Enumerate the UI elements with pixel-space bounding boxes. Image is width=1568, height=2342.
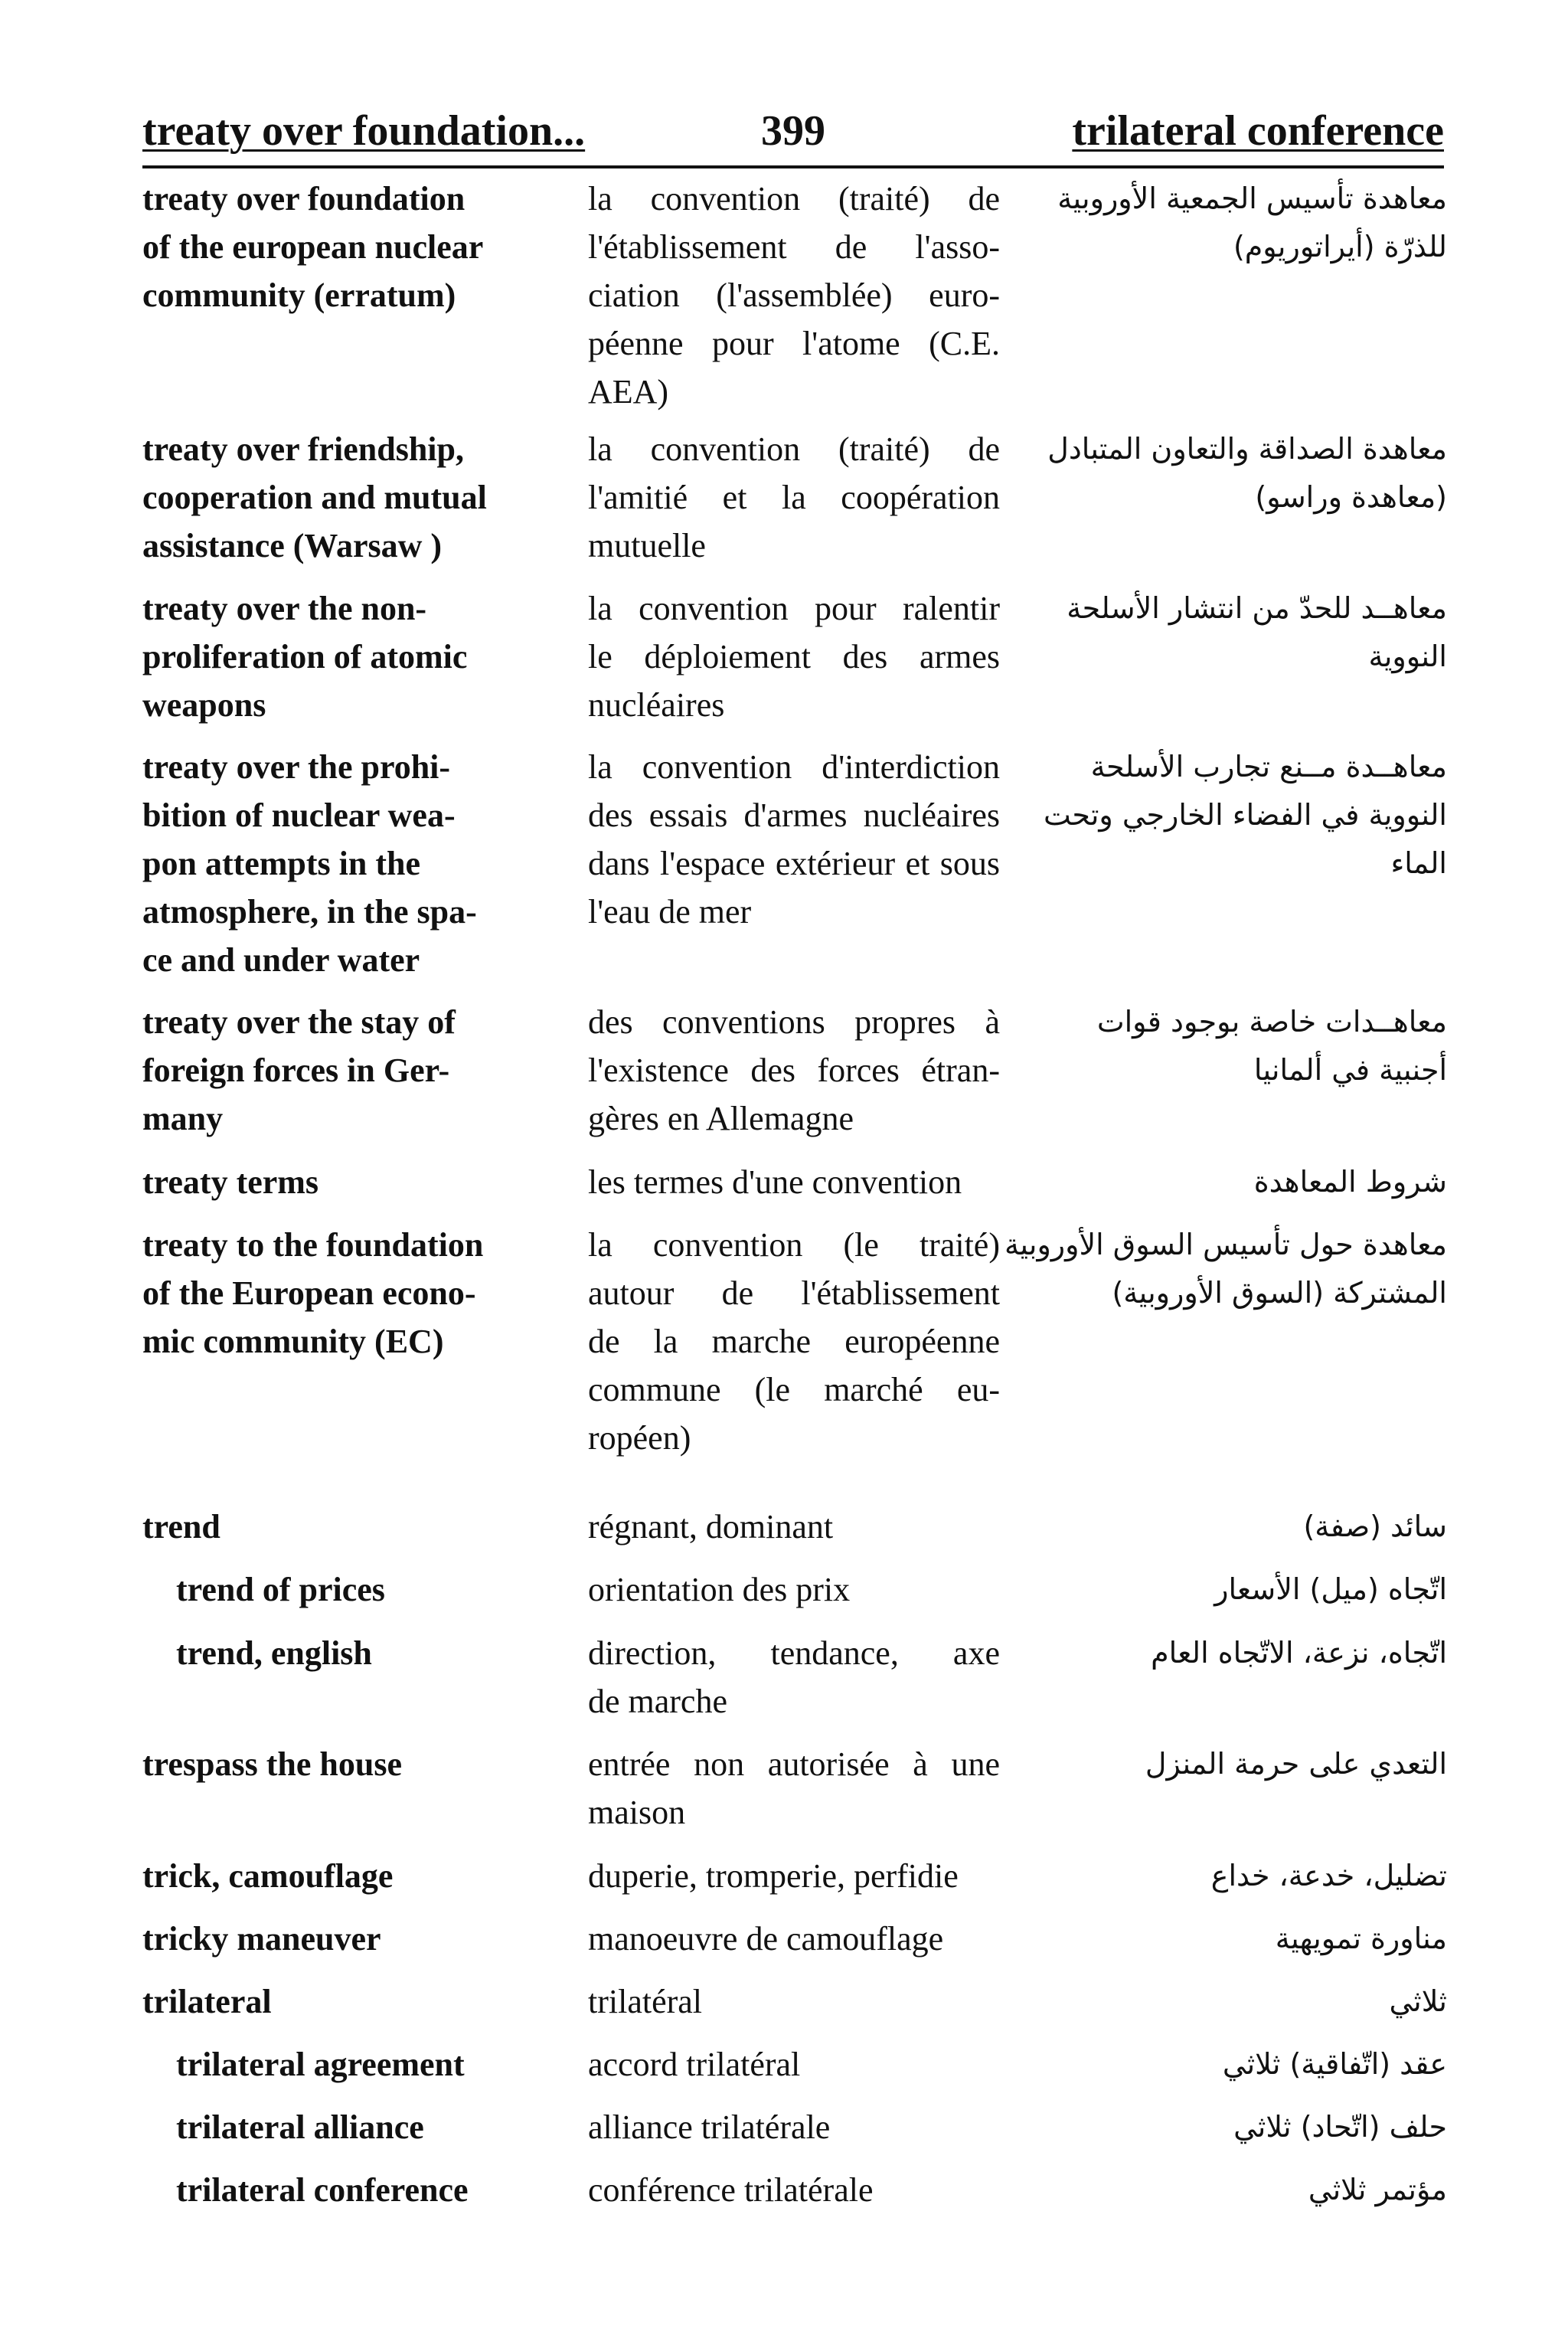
french-translation-line: conférence trilatérale xyxy=(588,2171,874,2209)
french-translation-line: l'établissement de l'asso- xyxy=(588,228,1000,266)
arabic-translation xyxy=(1004,1221,1447,1317)
french-translation-line: le déploiement des armes xyxy=(588,638,1000,675)
english-term xyxy=(176,1629,574,1677)
english-term-line: trilateral agreement xyxy=(176,2046,465,2083)
french-translation xyxy=(588,998,1000,1143)
english-term-line: of the European econo- xyxy=(142,1274,476,1312)
arabic-translation-line: تضليل، خدعة، خداع xyxy=(1210,1859,1447,1892)
english-term-line: proliferation of atomic xyxy=(142,638,468,675)
arabic-translation xyxy=(1018,175,1447,271)
english-term-line: atmosphere, in the spa- xyxy=(142,893,477,931)
english-term-line: ce and under water xyxy=(142,941,420,979)
french-translation xyxy=(588,1221,1000,1462)
english-term-line: treaty terms xyxy=(142,1163,319,1201)
arabic-translation-line: ثلاثي xyxy=(1389,1984,1447,2018)
arabic-translation xyxy=(1018,1977,1447,2026)
french-translation-line: direction, tendance, axe xyxy=(588,1634,1000,1672)
english-term xyxy=(142,425,564,570)
french-translation xyxy=(588,1915,1000,1963)
french-translation-line: alliance trilatérale xyxy=(588,2108,831,2146)
arabic-translation xyxy=(1018,2103,1447,2151)
arabic-translation xyxy=(1018,584,1447,681)
english-term xyxy=(176,2166,574,2214)
french-translation-line: la convention (traité) de xyxy=(588,180,1000,218)
arabic-translation-line: اتّجاه (ميل) الأسعار xyxy=(1214,1572,1447,1606)
english-term xyxy=(142,1915,564,1963)
french-translation-line: maison xyxy=(588,1794,686,1831)
arabic-translation xyxy=(1018,743,1447,888)
french-translation xyxy=(588,1629,1000,1725)
french-translation-line: commune (le marché eu- xyxy=(588,1371,1000,1408)
arabic-translation-line: معاهــدات خاصة بوجود قوات xyxy=(1096,1005,1447,1039)
english-term xyxy=(176,1565,574,1614)
french-translation xyxy=(588,2103,1000,2151)
english-term-line: trend of prices xyxy=(176,1571,385,1608)
english-term xyxy=(142,1221,564,1366)
french-translation-line: les termes d'une convention xyxy=(588,1163,962,1201)
english-term-line: trilateral xyxy=(142,1983,272,2020)
french-translation-line: de marche xyxy=(588,1683,727,1720)
english-term-line: bition of nuclear wea- xyxy=(142,796,456,834)
arabic-translation xyxy=(1018,2166,1447,2214)
english-term-line: trend, english xyxy=(176,1634,372,1672)
french-translation-line: la convention d'interdiction xyxy=(588,748,1000,786)
english-term-line: treaty over friendship, xyxy=(142,430,464,468)
arabic-translation-line: مناورة تمويهية xyxy=(1275,1922,1447,1955)
arabic-translation-line: حلف (اتّحاد) ثلاثي xyxy=(1233,2110,1447,2144)
french-translation-line: gères en Allemagne xyxy=(588,1100,854,1137)
arabic-translation-line: معاهــد للحدّ من انتشار الأسلحة xyxy=(1067,591,1447,625)
arabic-translation-line: معاهدة حول تأسيس السوق الأوروبية xyxy=(1004,1228,1447,1261)
english-term-line: of the european nuclear xyxy=(142,228,484,266)
french-translation xyxy=(588,1158,1000,1206)
english-term-line: treaty over the non- xyxy=(142,590,427,627)
arabic-translation xyxy=(1018,1503,1447,1551)
english-term xyxy=(142,1740,564,1788)
french-translation-line: des essais d'armes nucléaires xyxy=(588,796,1000,834)
english-term-line: treaty over the stay of xyxy=(142,1003,456,1041)
english-term-line: trespass the house xyxy=(142,1745,403,1783)
arabic-translation-line: معاهــدة مــنع تجارب الأسلحة xyxy=(1090,750,1447,783)
french-translation-line: mutuelle xyxy=(588,527,706,564)
english-term-line: trilateral conference xyxy=(176,2171,469,2209)
arabic-translation-line: معاهدة الصداقة والتعاون المتبادل xyxy=(1047,432,1447,466)
french-translation xyxy=(588,743,1000,936)
arabic-translation-line: (معاهدة وراسو) xyxy=(1255,480,1447,514)
english-term-line: tricky maneuver xyxy=(142,1920,381,1958)
english-term-line: treaty over the prohi- xyxy=(142,748,451,786)
french-translation xyxy=(588,1565,1000,1614)
page-number: 399 xyxy=(761,107,825,155)
arabic-translation-line: اتّجاه، نزعة، الاتّجاه العام xyxy=(1151,1636,1447,1670)
french-translation xyxy=(588,425,1000,570)
arabic-translation xyxy=(1018,1158,1447,1206)
french-translation-line: orientation des prix xyxy=(588,1571,851,1608)
french-translation xyxy=(588,175,1000,416)
english-term xyxy=(142,1503,564,1551)
english-term-line: community (erratum) xyxy=(142,276,456,314)
english-term-line: trend xyxy=(142,1508,220,1546)
arabic-translation-line: مؤتمر ثلاثي xyxy=(1308,2173,1447,2206)
arabic-translation-line: النووية xyxy=(1368,639,1447,673)
french-translation-line: péenne pour l'atome (C.E. xyxy=(588,325,1000,362)
arabic-translation-line: عقد (اتّفاقية) ثلاثي xyxy=(1222,2047,1447,2081)
french-translation-line: manoeuvre de camouflage xyxy=(588,1920,944,1958)
arabic-translation xyxy=(1018,1740,1447,1788)
french-translation-line: nucléaires xyxy=(588,686,725,724)
french-translation-line: trilatéral xyxy=(588,1983,703,2020)
arabic-translation xyxy=(1018,1565,1447,1614)
arabic-translation-line: سائد (صفة) xyxy=(1303,1510,1447,1543)
french-translation-line: duperie, tromperie, perfidie xyxy=(588,1857,959,1895)
french-translation-line: ropéen) xyxy=(588,1419,691,1457)
french-translation-line: accord trilatéral xyxy=(588,2046,801,2083)
english-term-line: treaty over foundation xyxy=(142,180,466,218)
arabic-translation xyxy=(1018,425,1447,522)
arabic-translation-line: النووية في الفضاء الخارجي وتحت xyxy=(1044,798,1447,832)
french-translation-line: la convention (traité) de xyxy=(588,430,1000,468)
french-translation-line: l'existence des forces étran- xyxy=(588,1052,1000,1089)
header-last-term: trilateral conference xyxy=(1072,107,1444,155)
english-term-line: treaty to the foundation xyxy=(142,1226,484,1264)
french-translation xyxy=(588,1503,1000,1551)
french-translation-line: entrée non autorisée à une xyxy=(588,1745,1000,1783)
english-term-line: assistance (Warsaw ) xyxy=(142,527,443,564)
english-term-line: foreign forces in Ger- xyxy=(142,1052,450,1089)
english-term-line: trick, camouflage xyxy=(142,1857,394,1895)
arabic-translation-line: المشتركة (السوق الأوروبية) xyxy=(1112,1276,1447,1310)
french-translation xyxy=(588,1852,1000,1900)
page-header xyxy=(142,104,1444,168)
english-term xyxy=(142,1852,564,1900)
english-term xyxy=(176,2103,574,2151)
french-translation-line: de la marche européenne xyxy=(588,1323,1000,1360)
french-translation xyxy=(588,1977,1000,2026)
english-term-line: cooperation and mutual xyxy=(142,479,487,516)
french-translation-line: des conventions propres à xyxy=(588,1003,1000,1041)
french-translation xyxy=(588,2166,1000,2214)
french-translation xyxy=(588,584,1000,729)
arabic-translation-line: الماء xyxy=(1390,846,1447,880)
french-translation xyxy=(588,2040,1000,2089)
arabic-translation xyxy=(1018,1629,1447,1677)
arabic-translation-line: معاهدة تأسيس الجمعية الأوروبية xyxy=(1057,182,1447,215)
french-translation xyxy=(588,1740,1000,1837)
english-term-line: weapons xyxy=(142,686,266,724)
french-translation-line: AEA) xyxy=(588,373,669,411)
english-term xyxy=(142,584,564,729)
french-translation-line: la convention pour ralentir xyxy=(588,590,1000,627)
english-term xyxy=(142,998,564,1143)
french-translation-line: l'eau de mer xyxy=(588,893,752,931)
french-translation-line: dans l'espace extérieur et sous xyxy=(588,845,1000,882)
english-term xyxy=(142,1977,564,2026)
english-term xyxy=(176,2040,574,2089)
french-translation-line: la convention (le traité) xyxy=(588,1226,1000,1264)
english-term xyxy=(142,175,564,319)
arabic-translation xyxy=(1018,998,1447,1094)
arabic-translation-line: شروط المعاهدة xyxy=(1253,1165,1447,1199)
arabic-translation-line: أجنبية في ألمانيا xyxy=(1253,1053,1447,1087)
english-term-line: trilateral alliance xyxy=(176,2108,424,2146)
arabic-translation xyxy=(1018,1852,1447,1900)
english-term xyxy=(142,743,564,984)
header-first-term: treaty over foundation... xyxy=(142,107,586,155)
english-term xyxy=(142,1158,564,1206)
english-term-line: mic community (EC) xyxy=(142,1323,444,1360)
french-translation-line: l'amitié et la coopération xyxy=(588,479,1000,516)
arabic-translation xyxy=(1018,1915,1447,1963)
english-term-line: many xyxy=(142,1100,224,1137)
french-translation-line: autour de l'établissement xyxy=(588,1274,1000,1312)
arabic-translation-line: للذرّة (أيراتوريوم) xyxy=(1233,230,1447,263)
french-translation-line: ciation (l'assemblée) euro- xyxy=(588,276,1000,314)
arabic-translation xyxy=(1018,2040,1447,2089)
english-term-line: pon attempts in the xyxy=(142,845,421,882)
arabic-translation-line: التعدي على حرمة المنزل xyxy=(1145,1747,1447,1781)
french-translation-line: régnant, dominant xyxy=(588,1508,834,1546)
